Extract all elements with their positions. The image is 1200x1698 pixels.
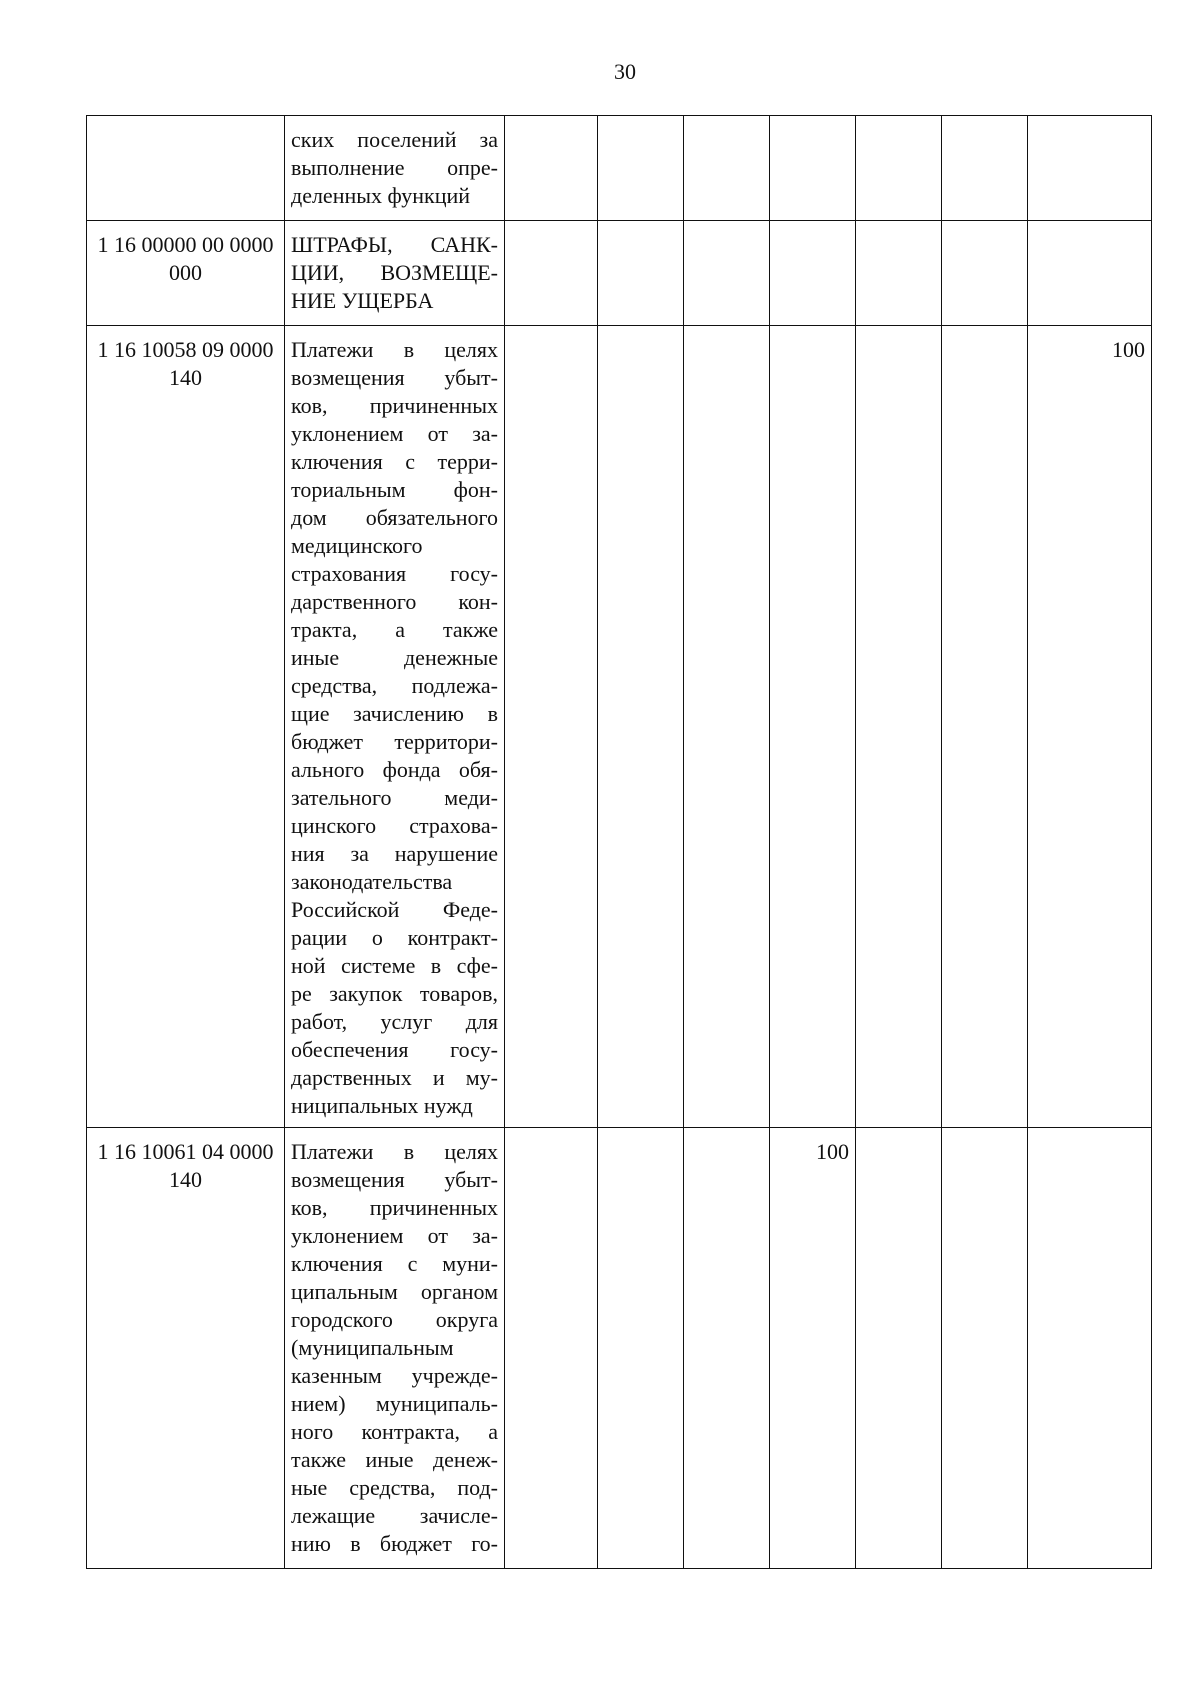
revenue-distribution-table [86, 115, 1152, 1569]
value-cell [942, 326, 1028, 1128]
name-line: медицинского [291, 533, 423, 558]
table-row [87, 221, 1152, 326]
name-line: рации о контракт- [291, 925, 498, 950]
value-cell: 100 [1028, 326, 1152, 1128]
table-row [87, 326, 1152, 1128]
name-line: ного контракта, а [291, 1419, 498, 1444]
value-cell [684, 116, 770, 221]
value-cell: 100 [770, 1128, 856, 1569]
revenue-name-cell [285, 116, 505, 221]
name-line: ков, причиненных [291, 393, 498, 418]
name-line: ШТРАФЫ, САНК- [291, 232, 498, 257]
value-cell [770, 326, 856, 1128]
name-line: дом обязательного [291, 505, 498, 530]
value-cell [856, 1128, 942, 1569]
name-line: деленных функций [291, 183, 471, 208]
value-cell [856, 221, 942, 326]
name-line: возмещения убыт- [291, 365, 498, 390]
name-line: щие зачислению в [291, 701, 498, 726]
name-line: дарственных и му- [291, 1065, 498, 1090]
value-cell [598, 326, 684, 1128]
name-line: также иные денеж- [291, 1447, 498, 1472]
value-cell [942, 116, 1028, 221]
revenue-name-cell [285, 326, 505, 1128]
name-line: лежащие зачисле- [291, 1503, 498, 1528]
name-line: Платежи в целях [291, 337, 498, 362]
name-line: уклонением от за- [291, 1223, 498, 1248]
revenue-name-cell [285, 1128, 505, 1569]
name-line: НИЕ УЩЕРБА [291, 288, 434, 313]
value-cell [770, 116, 856, 221]
value-cell [942, 221, 1028, 326]
name-line: цинского страхова- [291, 813, 498, 838]
name-line: законодательства [291, 869, 453, 894]
value-cell [684, 221, 770, 326]
value-cell [856, 116, 942, 221]
name-line: ков, причиненных [291, 1195, 498, 1220]
value-cell [505, 326, 598, 1128]
name-line: ального фонда обя- [291, 757, 498, 782]
name-line: нием) муниципаль- [291, 1391, 498, 1416]
value-cell [770, 221, 856, 326]
budget-code-cell: 1 16 10061 04 0000 140 [87, 1128, 285, 1569]
name-line: нию в бюджет го- [291, 1531, 498, 1556]
value-cell [598, 221, 684, 326]
name-line: ные средства, под- [291, 1475, 498, 1500]
name-line: (муниципальным [291, 1335, 454, 1360]
name-line: городского округа [291, 1307, 498, 1332]
name-line: возмещения убыт- [291, 1167, 498, 1192]
value-cell [1028, 116, 1152, 221]
name-line: ключения с муни- [291, 1251, 498, 1276]
name-line: ЦИИ, ВОЗМЕЩЕ- [291, 260, 498, 285]
value-cell [598, 116, 684, 221]
name-line: ния за нарушение [291, 841, 498, 866]
table-row [87, 1128, 1152, 1569]
value-cell [505, 116, 598, 221]
name-line: тракта, а также [291, 617, 498, 642]
value-cell [505, 1128, 598, 1569]
budget-code-cell: 1 16 10058 09 0000 140 [87, 326, 285, 1128]
name-line: ре закупок товаров, [291, 981, 498, 1006]
table-row [87, 116, 1152, 221]
page-number: 30 [614, 59, 636, 84]
value-cell [684, 1128, 770, 1569]
name-line: ключения с терри- [291, 449, 498, 474]
name-line: иные денежные [291, 645, 498, 670]
value-cell [942, 1128, 1028, 1569]
value-cell [684, 326, 770, 1128]
name-line: ских поселений за [291, 127, 498, 152]
name-line: ной системе в сфе- [291, 953, 498, 978]
value-cell [505, 221, 598, 326]
name-line: обеспечения госу- [291, 1037, 498, 1062]
budget-code-cell: 1 16 00000 00 0000 000 [87, 221, 285, 326]
name-line: Российской Феде- [291, 897, 498, 922]
name-line: ниципальных нужд [291, 1093, 473, 1118]
value-cell [598, 1128, 684, 1569]
name-line: Платежи в целях [291, 1139, 498, 1164]
value-cell [1028, 1128, 1152, 1569]
name-line: зательного меди- [291, 785, 498, 810]
name-line: ципальным органом [291, 1279, 498, 1304]
value-cell [1028, 221, 1152, 326]
name-line: средства, подлежа- [291, 673, 498, 698]
name-line: ториальным фон- [291, 477, 498, 502]
name-line: выполнение опре- [291, 155, 498, 180]
budget-code-cell [87, 116, 285, 221]
value-cell [856, 326, 942, 1128]
revenue-name-cell [285, 221, 505, 326]
name-line: казенным учрежде- [291, 1363, 498, 1388]
name-line: работ, услуг для [291, 1009, 498, 1034]
name-line: бюджет территори- [291, 729, 498, 754]
name-line: страхования госу- [291, 561, 498, 586]
name-line: уклонением от за- [291, 421, 498, 446]
name-line: дарственного кон- [291, 589, 498, 614]
